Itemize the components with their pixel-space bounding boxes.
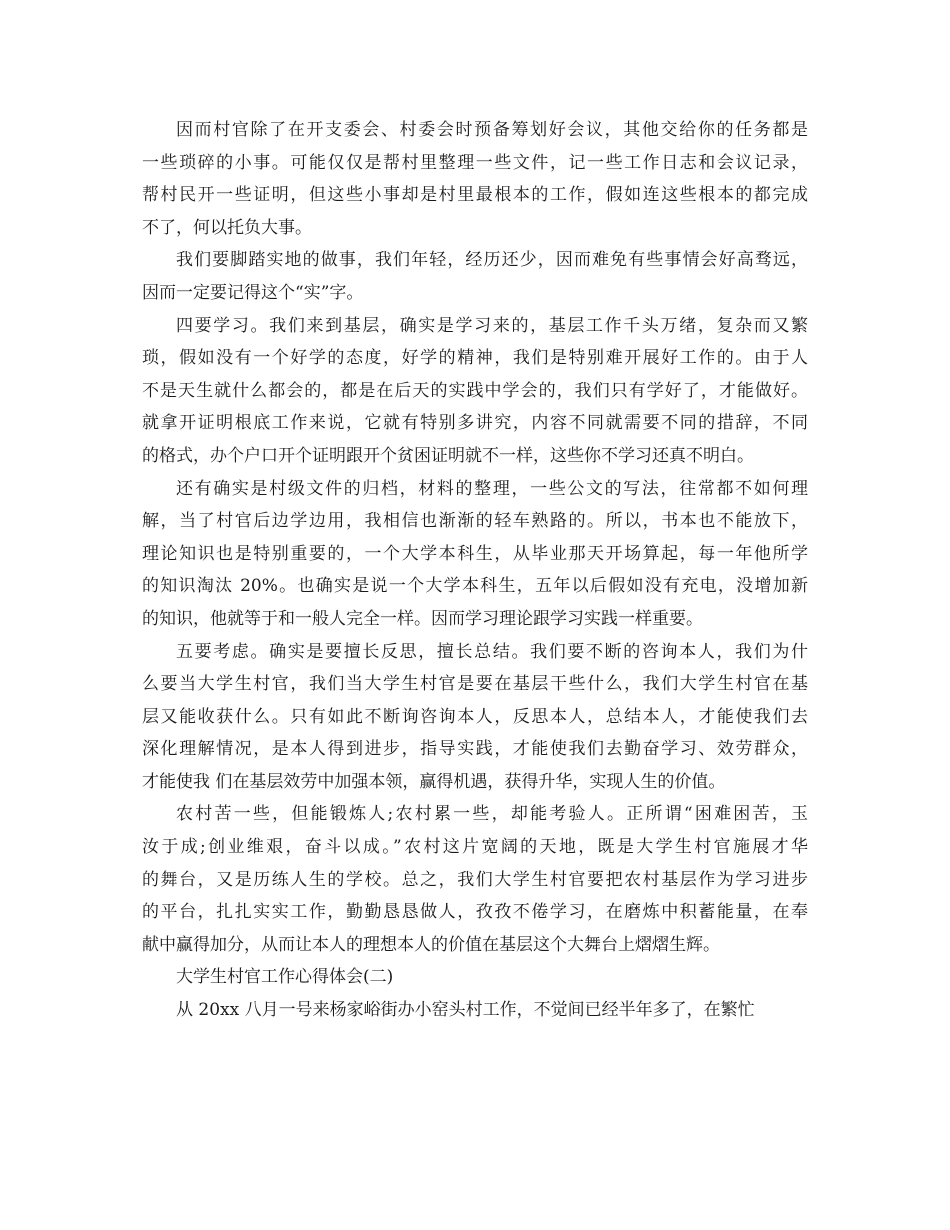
paragraph [142, 244, 808, 309]
paragraph [142, 798, 808, 961]
document-page [142, 114, 808, 1027]
text-line: 献中赢得加分，从而让本人的理想本人的价值在基层这个大舞台上熠熠生辉。 [142, 934, 720, 955]
text-line: 我们要脚踏实地的做事，我们年轻，经历还少，因而难免有些事情会好高骛远， [176, 250, 808, 271]
text-line: 不是天生就什么都会的，都是在后天的实践中学会的，我们只有学好了，才能做好。 [142, 380, 808, 401]
text-line: 理论知识也是特别重要的，一个大学本科生，从毕业那天开场算起，每一年他所学 [142, 543, 808, 564]
text-line: 的平台，扎扎实实工作，勤勤恳恳做人，孜孜不倦学习，在磨炼中积蓄能量，在奉 [142, 902, 808, 923]
text-line: 农村苦一些，但能锻炼人;农村累一些，却能考验人。正所谓“困难困苦，玉 [176, 804, 808, 825]
text-line: 因而村官除了在开支委会、村委会时预备筹划好会议，其他交给你的任务都是 [176, 120, 808, 140]
paragraph [142, 310, 808, 473]
text-line: 的舞台，又是历练人生的学校。总之，我们大学生村官要把农村基层作为学习进步 [142, 869, 808, 890]
text-line: 层又能收获什么。只有如此不断询咨询本人，反思本人，总结本人，才能使我们去 [142, 706, 808, 727]
text-line: 从 20xx 八月一号来杨家峪街办小窑头村工作，不觉间已经半年多了，在繁忙 [176, 1000, 755, 1021]
text-line: 一些琐碎的小事。可能仅仅是帮村里整理一些文件，记一些工作日志和会议记录， [142, 152, 808, 173]
text-line: 就拿开证明根底工作来说，它就有特别多讲究，内容不同就需要不同的措辞，不同 [142, 413, 808, 434]
paragraph [142, 961, 808, 994]
paragraph [142, 114, 808, 244]
text-line: 琐，假如没有一个好学的态度，好学的精神，我们是特别难开展好工作的。由于人 [142, 348, 808, 369]
text-line: 解，当了村官后边学边用，我相信也渐渐的轻车熟路的。所以，书本也不能放下， [142, 511, 808, 532]
text-line: 的知识淘汰 20%。也确实是说一个大学本科生，五年以后假如没有充电，没增加新 [142, 576, 808, 597]
text-line: 不了，何以托负大事。 [142, 217, 312, 238]
text-line: 还有确实是村级文件的归档，材料的整理，一些公文的写法，往常都不如何理 [176, 478, 808, 499]
paragraph [142, 636, 808, 799]
text-line: 的知识，他就等于和一般人完全一样。因而学习理论跟学习实践一样重要。 [142, 608, 703, 629]
text-line: 么要当大学生村官，我们当大学生村官是要在基层干些什么，我们大学生村官在基 [142, 674, 808, 695]
paragraph [142, 994, 808, 1027]
text-line: 深化理解情况，是本人得到进步，指导实践，才能使我们去勤奋学习、效劳群众， [142, 739, 808, 760]
text-line: 帮村民开一些证明，但这些小事却是村里最根本的工作，假如连这些根本的都完成 [142, 185, 808, 206]
text-line: 大学生村官工作心得体会(二) [176, 967, 394, 988]
text-line: 四要学习。我们来到基层，确实是学习来的，基层工作千头万绪，复杂而又繁 [176, 315, 808, 336]
text-line: 五要考虑。确实是要擅长反思，擅长总结。我们要不断的咨询本人，我们为什 [176, 641, 808, 662]
text-line: 汝于成;创业维艰，奋斗以成。”农村这片宽阔的天地，既是大学生村官施展才华 [142, 837, 808, 858]
text-line: 才能使我 们在基层效劳中加强本领，赢得机遇，获得升华，实现人生的价值。 [142, 771, 726, 792]
text-line: 的格式，办个户口开个证明跟开个贫困证明就不一样，这些你不学习还真不明白。 [142, 445, 754, 466]
text-line: 因而一定要记得这个“实”字。 [142, 282, 364, 303]
paragraph [142, 473, 808, 636]
